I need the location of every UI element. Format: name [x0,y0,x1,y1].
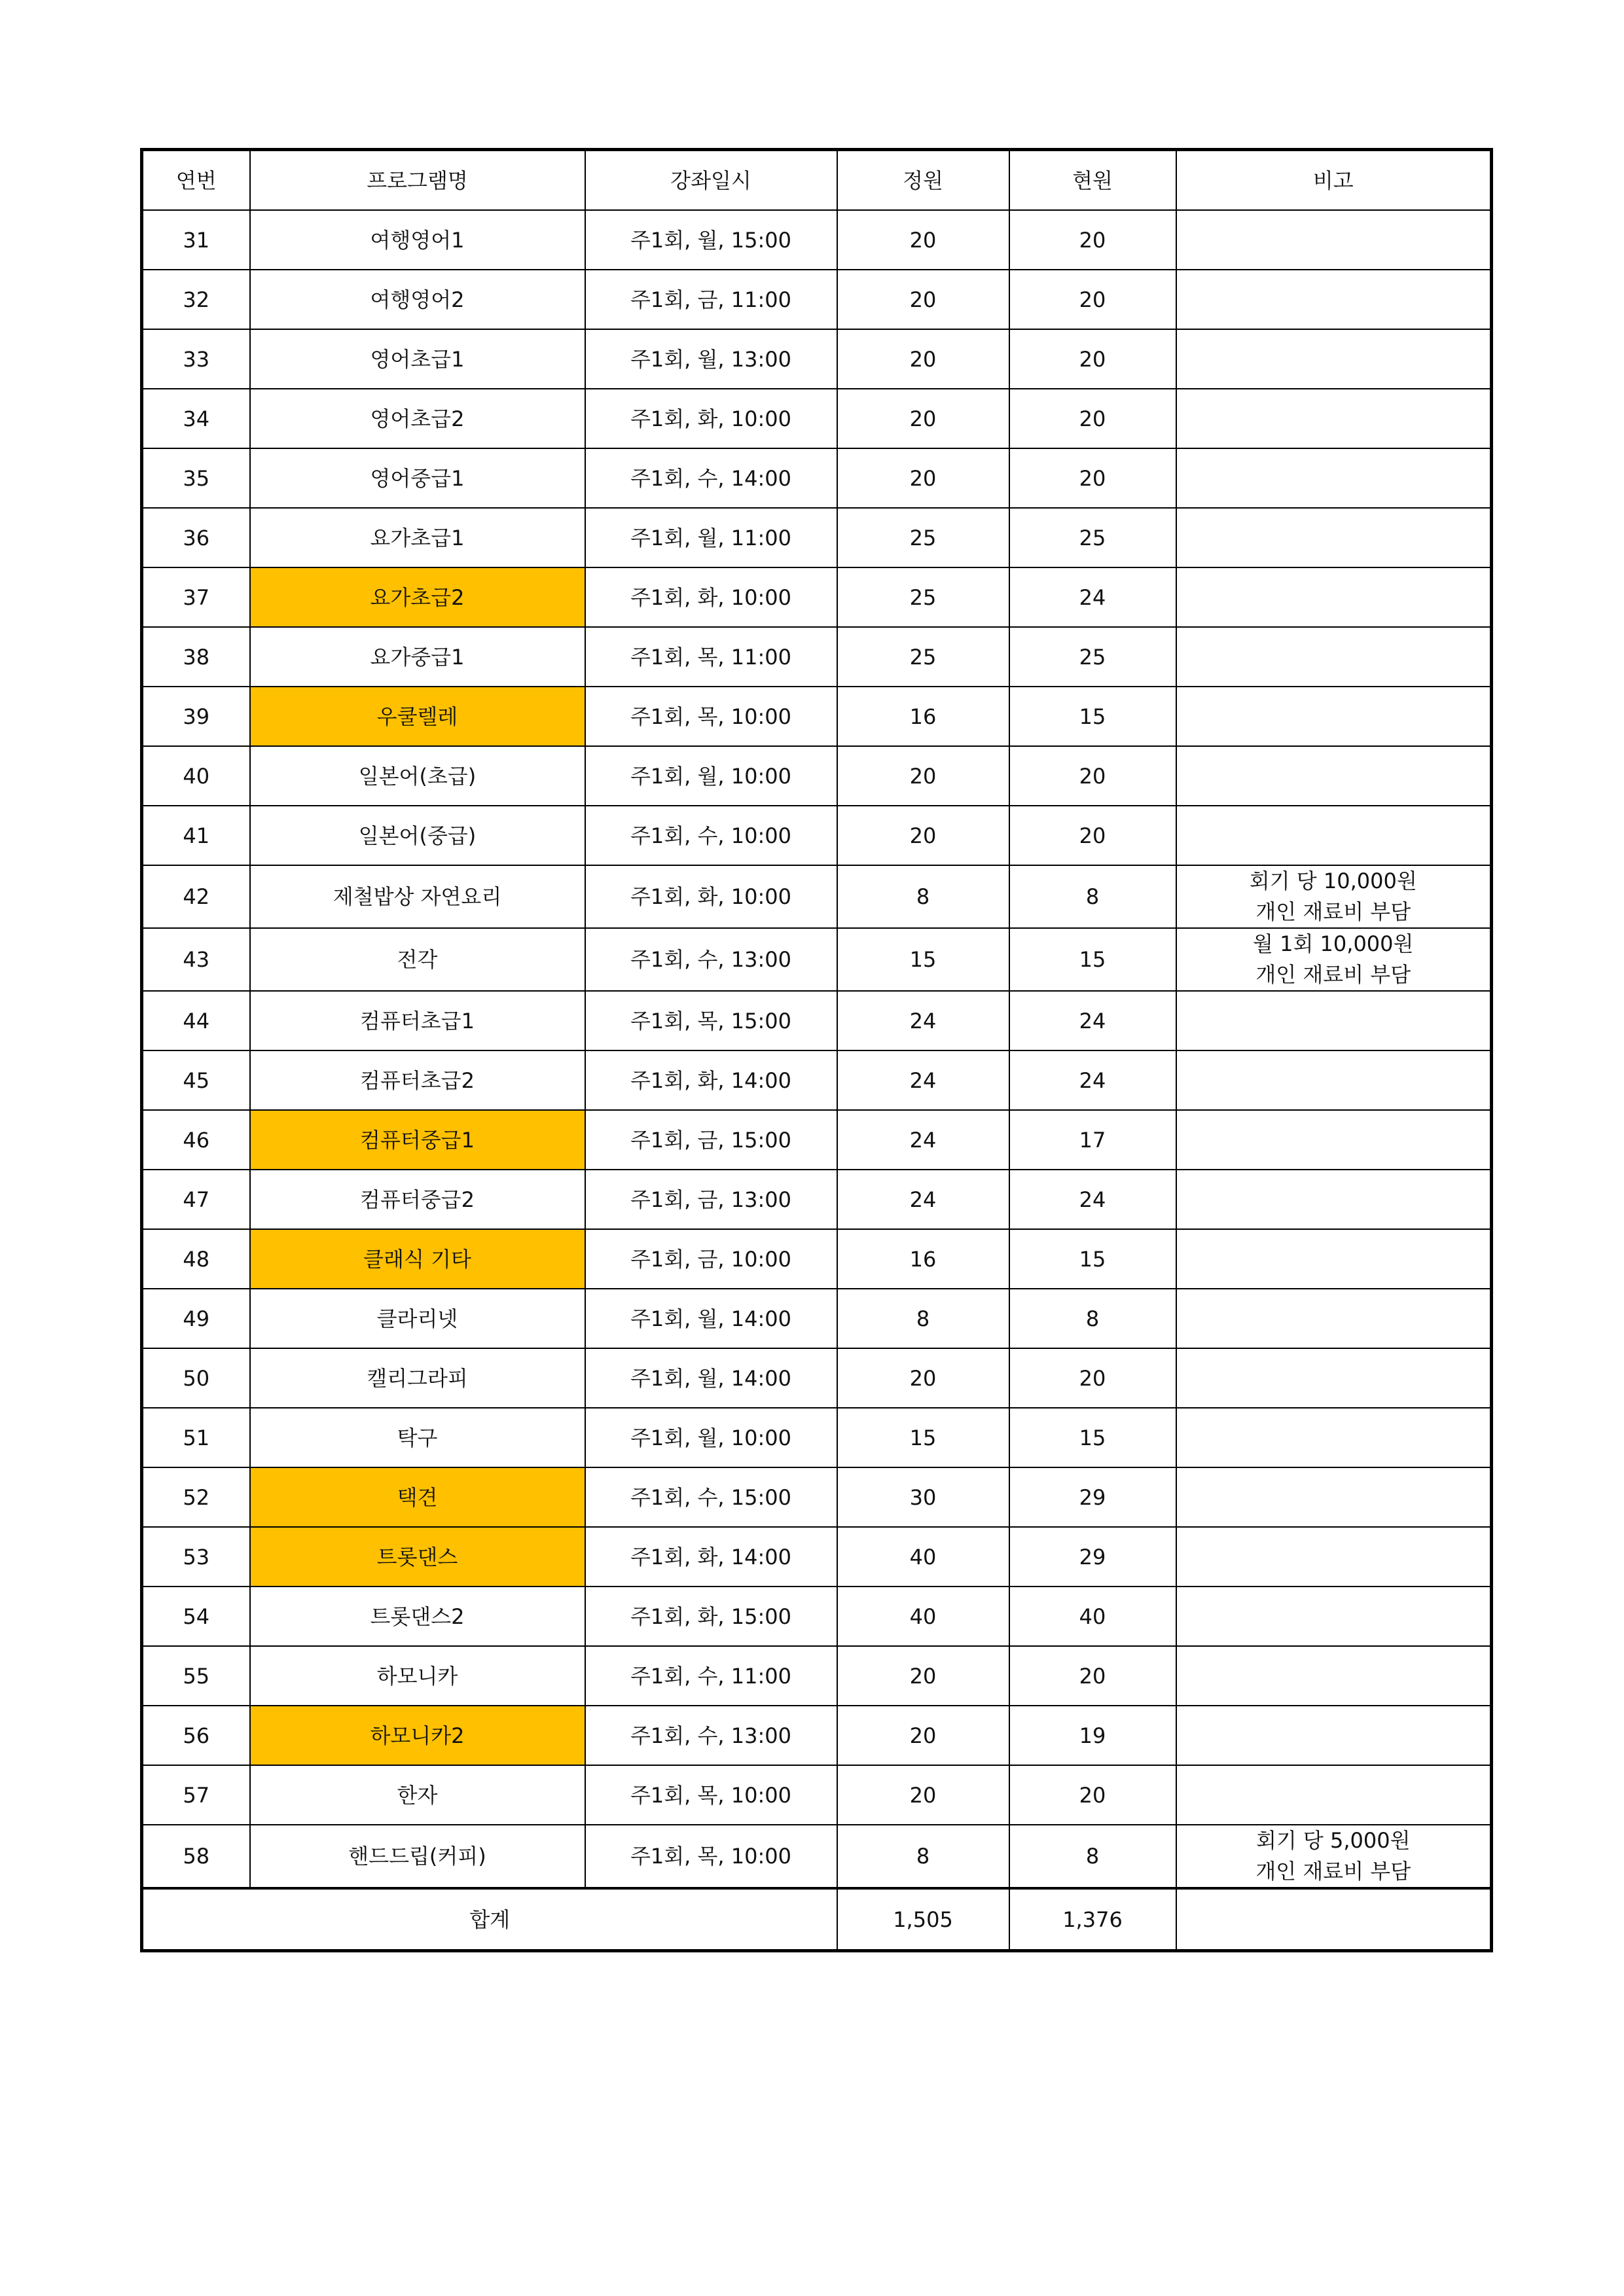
row-remarks [1176,567,1492,627]
row-program: 전각 [250,928,585,991]
row-schedule: 주1회, 수, 11:00 [585,1646,837,1706]
row-program: 핸드드립(커피) [250,1825,585,1888]
row-no: 56 [142,1706,250,1765]
row-remarks [1176,1348,1492,1408]
row-capacity: 25 [837,508,1009,567]
table-row [142,210,1492,270]
row-program: 여행영어2 [250,270,585,329]
row-no: 53 [142,1527,250,1587]
row-capacity: 20 [837,1706,1009,1765]
total-remarks [1176,1888,1492,1951]
row-enrolled: 24 [1009,991,1176,1050]
row-program: 컴퓨터초급1 [250,991,585,1050]
row-remarks [1176,329,1492,389]
row-schedule: 주1회, 금, 15:00 [585,1110,837,1170]
remarks-line: 개인 재료비 부담 [1255,899,1411,924]
row-remarks [1176,1050,1492,1110]
header-remarks: 비고 [1176,150,1492,211]
table-row [142,928,1492,991]
row-remarks [1176,746,1492,806]
row-no: 50 [142,1348,250,1408]
row-remarks [1176,1170,1492,1229]
header-no: 연번 [142,150,250,211]
row-capacity: 24 [837,1170,1009,1229]
table-row [142,448,1492,508]
row-enrolled: 20 [1009,746,1176,806]
table-row [142,1229,1492,1289]
table-row [142,627,1492,687]
row-capacity: 15 [837,1408,1009,1467]
row-remarks [1176,448,1492,508]
table-row [142,329,1492,389]
row-schedule: 주1회, 화, 15:00 [585,1587,837,1646]
row-enrolled: 20 [1009,270,1176,329]
row-capacity: 20 [837,1765,1009,1825]
table-row [142,991,1492,1050]
row-remarks [1176,508,1492,567]
row-program: 트롯댄스 [250,1527,585,1587]
row-remarks [1176,1527,1492,1587]
header-enrolled: 현원 [1009,150,1176,211]
row-enrolled: 20 [1009,1348,1176,1408]
table-row [142,1587,1492,1646]
row-remarks [1176,1825,1492,1888]
total-enrolled: 1,376 [1009,1888,1176,1951]
row-program: 영어초급1 [250,329,585,389]
row-schedule: 주1회, 목, 10:00 [585,687,837,746]
row-enrolled: 15 [1009,687,1176,746]
row-remarks [1176,1646,1492,1706]
row-capacity: 20 [837,806,1009,865]
table-row [142,1170,1492,1229]
table-body [142,210,1492,1888]
remarks-line: 회기 당 10,000원 [1249,869,1417,893]
row-program: 트롯댄스2 [250,1587,585,1646]
table-row [142,1110,1492,1170]
row-capacity: 20 [837,1348,1009,1408]
row-schedule: 주1회, 화, 14:00 [585,1527,837,1587]
row-remarks [1176,627,1492,687]
row-schedule: 주1회, 수, 14:00 [585,448,837,508]
row-remarks [1176,210,1492,270]
row-schedule: 주1회, 목, 10:00 [585,1765,837,1825]
row-no: 58 [142,1825,250,1888]
table-row [142,1706,1492,1765]
total-row [142,1888,1492,1951]
table-row [142,865,1492,928]
row-remarks [1176,865,1492,928]
row-no: 48 [142,1229,250,1289]
row-enrolled: 20 [1009,448,1176,508]
program-table [140,148,1493,1952]
row-remarks [1176,1706,1492,1765]
row-enrolled: 20 [1009,1646,1176,1706]
remarks-line: 개인 재료비 부담 [1255,1859,1411,1884]
row-enrolled: 8 [1009,1825,1176,1888]
row-enrolled: 25 [1009,627,1176,687]
row-no: 33 [142,329,250,389]
table-row [142,1825,1492,1888]
table-row [142,746,1492,806]
table-row [142,806,1492,865]
table-row [142,1765,1492,1825]
row-program: 클래식 기타 [250,1229,585,1289]
row-program: 택견 [250,1467,585,1527]
row-enrolled: 29 [1009,1527,1176,1587]
row-capacity: 8 [837,865,1009,928]
row-capacity: 24 [837,991,1009,1050]
row-program: 캘리그라피 [250,1348,585,1408]
row-enrolled: 20 [1009,389,1176,448]
row-schedule: 주1회, 금, 10:00 [585,1229,837,1289]
row-program: 제철밥상 자연요리 [250,865,585,928]
row-capacity: 20 [837,448,1009,508]
row-no: 37 [142,567,250,627]
row-enrolled: 17 [1009,1110,1176,1170]
row-no: 35 [142,448,250,508]
row-no: 49 [142,1289,250,1348]
row-enrolled: 40 [1009,1587,1176,1646]
row-capacity: 20 [837,1646,1009,1706]
row-program: 요가초급1 [250,508,585,567]
row-program: 일본어(초급) [250,746,585,806]
table-row [142,1527,1492,1587]
row-remarks [1176,270,1492,329]
row-remarks [1176,928,1492,991]
row-schedule: 주1회, 화, 10:00 [585,567,837,627]
row-schedule: 주1회, 월, 14:00 [585,1289,837,1348]
table-row [142,1408,1492,1467]
row-capacity: 15 [837,928,1009,991]
row-capacity: 20 [837,389,1009,448]
row-enrolled: 8 [1009,1289,1176,1348]
table-row [142,1646,1492,1706]
row-program: 요가초급2 [250,567,585,627]
table-row [142,1050,1492,1110]
table-row [142,1467,1492,1527]
row-remarks [1176,1408,1492,1467]
row-no: 41 [142,806,250,865]
row-schedule: 주1회, 월, 14:00 [585,1348,837,1408]
row-capacity: 16 [837,687,1009,746]
row-no: 51 [142,1408,250,1467]
row-no: 55 [142,1646,250,1706]
remarks-line: 월 1회 10,000원 [1253,931,1414,956]
row-program: 컴퓨터초급2 [250,1050,585,1110]
row-schedule: 주1회, 수, 13:00 [585,928,837,991]
row-capacity: 8 [837,1825,1009,1888]
row-schedule: 주1회, 월, 13:00 [585,329,837,389]
remarks-line: 개인 재료비 부담 [1255,962,1411,987]
row-remarks [1176,1765,1492,1825]
row-schedule: 주1회, 화, 10:00 [585,389,837,448]
row-capacity: 20 [837,329,1009,389]
row-schedule: 주1회, 금, 11:00 [585,270,837,329]
row-program: 일본어(중급) [250,806,585,865]
row-capacity: 40 [837,1587,1009,1646]
row-remarks [1176,1467,1492,1527]
table-row [142,1348,1492,1408]
row-schedule: 주1회, 목, 15:00 [585,991,837,1050]
row-schedule: 주1회, 수, 13:00 [585,1706,837,1765]
row-no: 45 [142,1050,250,1110]
row-program: 컴퓨터중급1 [250,1110,585,1170]
row-no: 52 [142,1467,250,1527]
row-no: 47 [142,1170,250,1229]
row-schedule: 주1회, 금, 13:00 [585,1170,837,1229]
row-enrolled: 20 [1009,329,1176,389]
row-no: 44 [142,991,250,1050]
header-schedule: 강좌일시 [585,150,837,211]
row-capacity: 8 [837,1289,1009,1348]
row-program: 요가중급1 [250,627,585,687]
table-row [142,270,1492,329]
row-enrolled: 25 [1009,508,1176,567]
row-schedule: 주1회, 월, 10:00 [585,746,837,806]
row-schedule: 주1회, 화, 14:00 [585,1050,837,1110]
row-no: 57 [142,1765,250,1825]
row-remarks [1176,1229,1492,1289]
row-schedule: 주1회, 목, 10:00 [585,1825,837,1888]
row-capacity: 16 [837,1229,1009,1289]
table-row [142,567,1492,627]
row-no: 36 [142,508,250,567]
row-capacity: 24 [837,1050,1009,1110]
row-no: 46 [142,1110,250,1170]
row-enrolled: 15 [1009,928,1176,991]
row-capacity: 25 [837,627,1009,687]
row-enrolled: 19 [1009,1706,1176,1765]
row-program: 하모니카2 [250,1706,585,1765]
row-capacity: 30 [837,1467,1009,1527]
row-no: 42 [142,865,250,928]
program-table-page [140,148,1490,1952]
row-program: 영어초급2 [250,389,585,448]
row-enrolled: 20 [1009,1765,1176,1825]
row-capacity: 25 [837,567,1009,627]
row-enrolled: 20 [1009,806,1176,865]
row-capacity: 40 [837,1527,1009,1587]
row-no: 38 [142,627,250,687]
row-capacity: 20 [837,210,1009,270]
table-row [142,687,1492,746]
table-row [142,1289,1492,1348]
row-enrolled: 24 [1009,1050,1176,1110]
row-capacity: 24 [837,1110,1009,1170]
row-capacity: 20 [837,270,1009,329]
row-remarks [1176,991,1492,1050]
row-program: 여행영어1 [250,210,585,270]
row-schedule: 주1회, 목, 11:00 [585,627,837,687]
row-no: 31 [142,210,250,270]
row-no: 54 [142,1587,250,1646]
header-capacity: 정원 [837,150,1009,211]
row-enrolled: 24 [1009,1170,1176,1229]
row-remarks [1176,1289,1492,1348]
row-program: 영어중급1 [250,448,585,508]
row-remarks [1176,806,1492,865]
row-no: 40 [142,746,250,806]
row-enrolled: 29 [1009,1467,1176,1527]
remarks-line: 회기 당 5,000원 [1255,1828,1411,1853]
row-schedule: 주1회, 월, 10:00 [585,1408,837,1467]
row-program: 우쿨렐레 [250,687,585,746]
table-row [142,508,1492,567]
header-program: 프로그램명 [250,150,585,211]
row-schedule: 주1회, 월, 11:00 [585,508,837,567]
row-schedule: 주1회, 수, 15:00 [585,1467,837,1527]
total-label: 합계 [142,1888,837,1951]
header-row [142,150,1492,211]
row-enrolled: 8 [1009,865,1176,928]
row-no: 32 [142,270,250,329]
row-program: 클라리넷 [250,1289,585,1348]
row-remarks [1176,389,1492,448]
row-program: 탁구 [250,1408,585,1467]
row-enrolled: 24 [1009,567,1176,627]
row-program: 하모니카 [250,1646,585,1706]
row-remarks [1176,1110,1492,1170]
row-no: 39 [142,687,250,746]
row-enrolled: 20 [1009,210,1176,270]
row-no: 34 [142,389,250,448]
row-program: 한자 [250,1765,585,1825]
row-remarks [1176,687,1492,746]
row-schedule: 주1회, 월, 15:00 [585,210,837,270]
row-enrolled: 15 [1009,1229,1176,1289]
row-program: 컴퓨터중급2 [250,1170,585,1229]
row-schedule: 주1회, 수, 10:00 [585,806,837,865]
row-capacity: 20 [837,746,1009,806]
row-remarks [1176,1587,1492,1646]
row-no: 43 [142,928,250,991]
row-schedule: 주1회, 화, 10:00 [585,865,837,928]
row-enrolled: 15 [1009,1408,1176,1467]
total-capacity: 1,505 [837,1888,1009,1951]
table-row [142,389,1492,448]
